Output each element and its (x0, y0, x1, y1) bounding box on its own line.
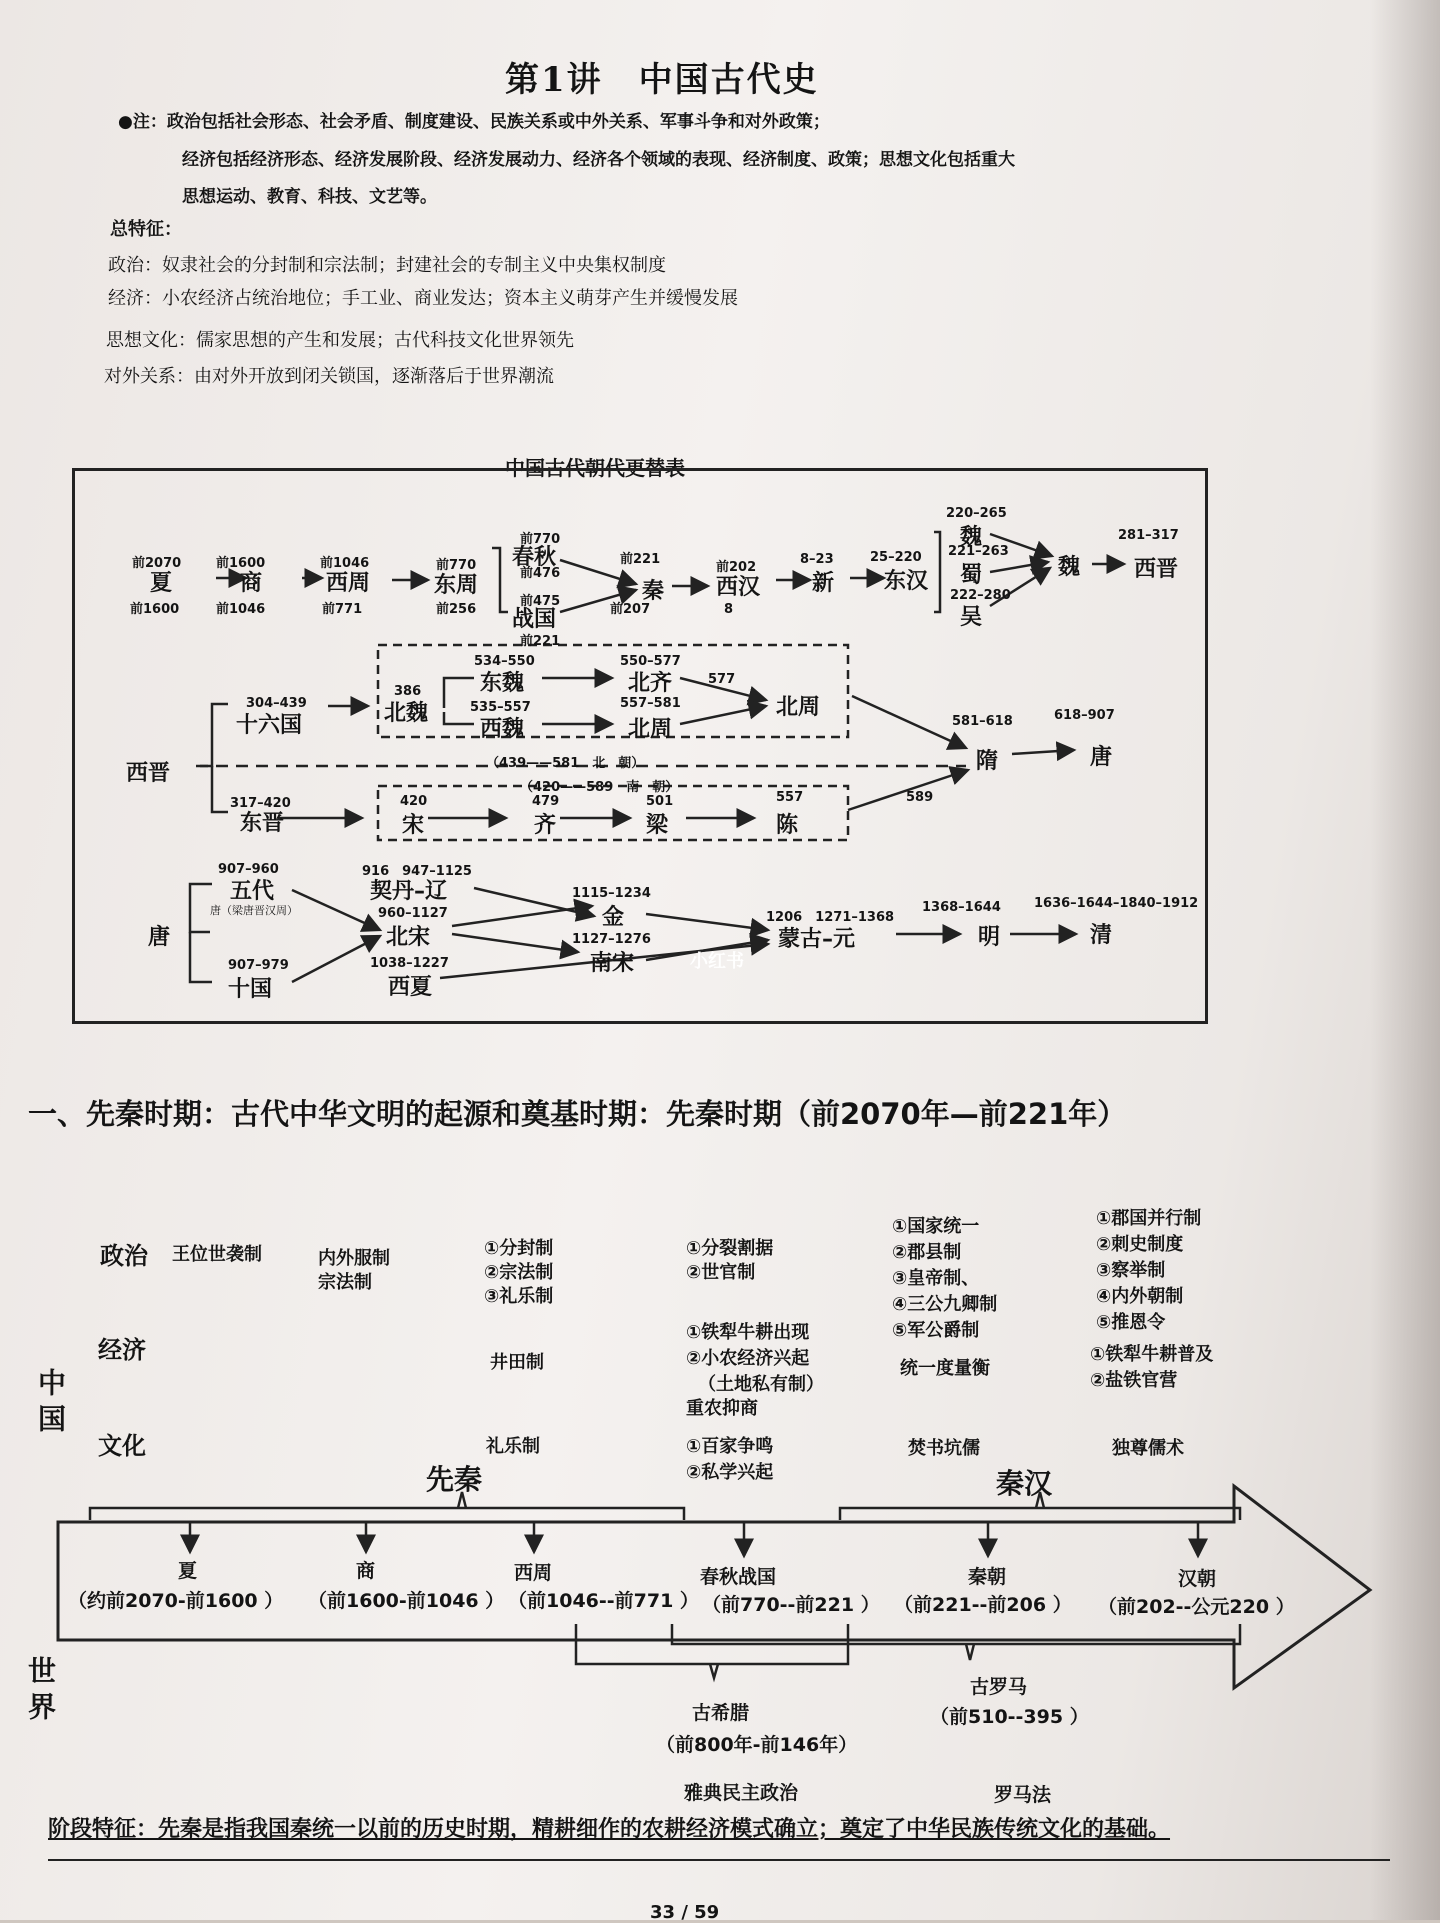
northern-dynasties-label: （439——581 北 朝） (486, 756, 645, 771)
world-label: 世界 (24, 1656, 57, 1728)
dynasty-song: 宋 (402, 813, 425, 838)
greece-label: 古希腊 (692, 1702, 750, 1724)
culture-xizhou: 礼乐制 (486, 1436, 540, 1457)
qinhan-label: 秦汉 (996, 1467, 1053, 1500)
year-label: 581–618 (952, 714, 1013, 729)
politics-han-1: ①郡国并行制 (1096, 1208, 1202, 1229)
dynasty-xixia: 西夏 (388, 975, 433, 1000)
timeline-chunqiu: 春秋战国 (700, 1566, 777, 1588)
dynasty-shu: 蜀 (960, 563, 983, 588)
dynasty-chen: 陈 (776, 813, 799, 838)
dynasty-qi: 齐 (534, 813, 557, 838)
timeline-han: 汉朝 (1178, 1568, 1217, 1590)
china-label: 中国 (34, 1368, 67, 1440)
politics-han-5: ⑤推恩令 (1096, 1312, 1166, 1333)
dynasty-wu: 吴 (960, 605, 983, 630)
year-label: 前221 (620, 552, 661, 567)
feature-culture: 思想文化：儒家思想的产生和发展；古代科技文化世界领先 (106, 330, 574, 351)
year-label: 1206 1271–1368 (766, 910, 895, 925)
year-label: 1038–1227 (370, 956, 449, 971)
rome-range: （前510--395 ） (930, 1706, 1089, 1728)
southern-dynasties-label: （420——589 南 朝） (520, 780, 679, 795)
politics-qin-4: ④三公九卿制 (892, 1294, 998, 1315)
economy-chunqiu-1: ①铁犁牛耕出现 (686, 1322, 810, 1343)
feature-foreign: 对外关系：由对外开放到闭关锁国，逐渐落后于世界潮流 (104, 366, 554, 387)
culture-qin: 焚书坑儒 (908, 1438, 980, 1459)
year-label: 25–220 (870, 550, 922, 565)
year-label: 前202 (716, 560, 757, 575)
timeline-shang: 商 (356, 1560, 376, 1582)
politics-qin-2: ②郡县制 (892, 1242, 962, 1263)
dynasty-xia: 夏 (150, 571, 173, 596)
greece-democracy: 雅典民主政治 (684, 1782, 799, 1804)
dynasty-ming: 明 (978, 925, 1001, 950)
note-line-3: 思想运动、教育、科技、文艺等。 (182, 187, 437, 207)
politics-chunqiu-2: ②世官制 (686, 1262, 756, 1283)
year-label: 220–265 (946, 506, 1007, 521)
page-title: 第1讲 中国古代史 (505, 60, 819, 100)
politics-han-4: ④内外朝制 (1096, 1286, 1184, 1307)
dynasty-table-title: 中国古代朝代更替表 (505, 456, 685, 480)
rome-label: 古罗马 (970, 1676, 1028, 1698)
wudai-note: 唐（梁唐晋汉周） (210, 904, 298, 917)
year-label: 589 (906, 790, 934, 805)
year-label: 281–317 (1118, 528, 1179, 543)
year-label: 221–263 (948, 544, 1009, 559)
timeline-qin: 秦朝 (968, 1566, 1007, 1588)
politics-shang-1: 内外服制 (318, 1248, 390, 1269)
dynasty-xiwei: 西魏 (480, 717, 525, 742)
year-label: 1115–1234 (572, 886, 651, 901)
dynasty-dongjin: 东晋 (240, 811, 285, 836)
roman-law: 罗马法 (994, 1784, 1052, 1806)
year-label: 534–550 (474, 654, 535, 669)
year-label: 前1046 (320, 556, 370, 571)
year-label: 386 (394, 684, 422, 699)
note-line-1: ●注：政治包括社会形态、社会矛盾、制度建设、民族关系或中外关系、军事斗争和对外政策； (118, 112, 830, 132)
dynasty-liao: 契丹–辽 (370, 879, 448, 904)
politics-chunqiu-1: ①分裂割据 (686, 1238, 774, 1259)
year-label: 前1046 (216, 602, 266, 617)
economy-qin: 统一度量衡 (900, 1358, 990, 1379)
politics-xizhou-1: ①分封制 (484, 1238, 554, 1259)
dynasty-donghan: 东汉 (884, 569, 929, 594)
year-label: 前2070 (132, 556, 182, 571)
year-label: 618–907 (1054, 708, 1115, 723)
dynasty-jin: 金 (602, 905, 625, 930)
year-label: 557 (776, 790, 804, 805)
year-label: 1127–1276 (572, 932, 651, 947)
dynasty-wei-2: 魏 (1058, 555, 1081, 580)
year-label: 前256 (436, 602, 477, 617)
dynasty-zhanguo: 战国 (512, 607, 557, 632)
year-label: 535–557 (470, 700, 531, 715)
feature-economy: 经济：小农经济占统治地位；手工业、商业发达；资本主义萌芽产生并缓慢发展 (108, 288, 738, 309)
timeline-chunqiu-range: （前770--前221 ） (702, 1594, 880, 1616)
year-label: 907–979 (228, 958, 289, 973)
note-line-2: 经济包括经济形态、经济发展阶段、经济发展动力、经济各个领域的表现、经济制度、政策；思想文化包括重大 (182, 150, 1015, 170)
year-label: 前770 (436, 558, 477, 573)
dynasty-xin: 新 (812, 571, 835, 596)
dynasty-sui: 隋 (976, 749, 999, 774)
dynasty-xizhou: 西周 (326, 571, 371, 596)
economy-chunqiu-3: （土地私有制） (698, 1374, 824, 1395)
timeline-shang-range: （前1600-前1046 ） (308, 1590, 505, 1612)
culture-chunqiu-1: ①百家争鸣 (686, 1436, 774, 1457)
dynasty-tang-2: 唐 (148, 925, 171, 950)
politics-xizhou-2: ②宗法制 (484, 1262, 554, 1283)
dynasty-xijin: 西晋 (1134, 557, 1179, 582)
dynasty-beisong: 北宋 (386, 925, 431, 950)
dynasty-chunqiu: 春秋 (512, 545, 557, 570)
dynasty-beiwei: 北魏 (384, 701, 429, 726)
row-label-economy: 经济 (98, 1336, 146, 1364)
dynasty-qing: 清 (1090, 923, 1113, 948)
xianqin-label: 先秦 (426, 1463, 483, 1496)
dynasty-qin: 秦 (642, 579, 665, 604)
politics-xizhou-3: ③礼乐制 (484, 1286, 554, 1307)
politics-han-2: ②刺史制度 (1096, 1234, 1184, 1255)
politics-shang-2: 宗法制 (318, 1272, 372, 1293)
economy-han-1: ①铁犁牛耕普及 (1090, 1344, 1214, 1365)
dynasty-yuan: 蒙古–元 (778, 927, 856, 952)
dynasty-wudai: 五代 (230, 879, 275, 904)
politics-han-3: ③察举制 (1096, 1260, 1166, 1281)
economy-xizhou: 井田制 (490, 1352, 544, 1373)
year-label: 222–280 (950, 588, 1011, 603)
dynasty-beizhou: 北周 (628, 717, 673, 742)
year-label: 960–1127 (378, 906, 448, 921)
page-number: 33 / 59 (650, 1902, 720, 1923)
politics-xia: 王位世袭制 (172, 1244, 262, 1265)
timeline-xia: 夏 (178, 1560, 198, 1582)
dynasty-wei: 魏 (960, 525, 983, 550)
year-label: 577 (708, 672, 736, 687)
dynasty-xijin-2: 西晋 (126, 761, 171, 786)
year-label: 8 (724, 602, 734, 617)
features-heading: 总特征： (110, 219, 182, 240)
year-label: 317–420 (230, 796, 291, 811)
dynasty-shiguo: 十国 (228, 977, 273, 1002)
row-label-culture: 文化 (98, 1432, 146, 1460)
year-label: 8–23 (800, 552, 834, 567)
dynasty-beiqi: 北齐 (628, 671, 673, 696)
year-label: 304–439 (246, 696, 307, 711)
year-label: 前771 (322, 602, 363, 617)
culture-han: 独尊儒术 (1112, 1438, 1184, 1459)
year-label: 前475 (520, 594, 561, 609)
greece-range: （前800年-前146年） (656, 1734, 858, 1756)
economy-chunqiu-2: ②小农经济兴起 (686, 1348, 810, 1369)
year-label: 前770 (520, 532, 561, 547)
year-label: 907–960 (218, 862, 279, 877)
watermark: 小红书 (690, 951, 744, 972)
year-label: 前1600 (216, 556, 266, 571)
section-1-heading: 一、先秦时期：古代中华文明的起源和奠基时期：先秦时期（前2070年—前221年） (28, 1097, 1127, 1131)
row-label-politics: 政治 (100, 1242, 148, 1270)
timeline-xizhou-range: （前1046--前771 ） (508, 1590, 699, 1612)
dynasty-liang: 梁 (646, 813, 669, 838)
politics-qin-3: ③皇帝制、 (892, 1268, 980, 1289)
year-label: 479 (532, 794, 560, 809)
year-label: 420 (400, 794, 428, 809)
dynasty-shang: 商 (240, 571, 263, 596)
timeline-xia-range: （约前2070-前1600 ） (68, 1590, 284, 1612)
economy-han-2: ②盐铁官营 (1090, 1370, 1178, 1391)
stage-characteristics: 阶段特征：先秦是指我国秦统一以前的历史时期，精耕细作的农耕经济模式确立；奠定了中华民族传统文化的基础。 (48, 1817, 1171, 1842)
dynasty-tang: 唐 (1090, 745, 1113, 770)
politics-qin-5: ⑤军公爵制 (892, 1320, 980, 1341)
year-label: 1368–1644 (922, 900, 1001, 915)
year-label: 1636–1644–1840–1912 (1034, 896, 1199, 911)
economy-chunqiu-4: 重农抑商 (686, 1398, 758, 1419)
year-label: 前1600 (130, 602, 180, 617)
year-label: 501 (646, 794, 674, 809)
culture-chunqiu-2: ②私学兴起 (686, 1462, 774, 1483)
timeline-han-range: （前202--公元220 ） (1098, 1596, 1295, 1618)
dynasty-dongwei: 东魏 (480, 671, 525, 696)
year-label: 前221 (520, 634, 561, 649)
year-label: 550–577 (620, 654, 681, 669)
year-label: 557–581 (620, 696, 681, 711)
dynasty-xihan: 西汉 (716, 575, 761, 600)
timeline-xizhou: 西周 (514, 1562, 553, 1584)
dynasty-shiliuguo: 十六国 (236, 713, 303, 738)
year-label: 916 947–1125 (362, 864, 472, 879)
year-label: 前476 (520, 566, 561, 581)
dynasty-dongzhou: 东周 (434, 573, 479, 598)
dynasty-beizhou-2: 北周 (776, 695, 821, 720)
year-label: 前207 (610, 602, 651, 617)
feature-politics: 政治：奴隶社会的分封制和宗法制；封建社会的专制主义中央集权制度 (108, 255, 666, 276)
timeline-qin-range: （前221--前206 ） (894, 1594, 1072, 1616)
dynasty-nansong: 南宋 (590, 951, 635, 976)
politics-qin-1: ①国家统一 (892, 1216, 980, 1237)
